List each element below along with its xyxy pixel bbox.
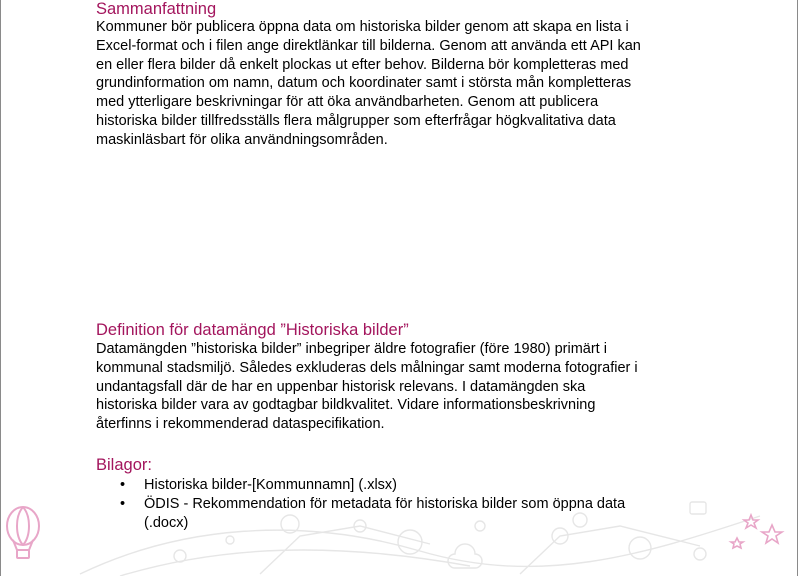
page-border-left (0, 0, 1, 576)
attachments-heading: Bilagor: (96, 456, 152, 474)
stars-icon (731, 515, 782, 548)
definition-line: historiska bilder vara av godtagbar bildkvalitet. Vidare informationsbeskrivning (96, 397, 596, 414)
summary-paragraph (96, 18, 736, 150)
summary-line: med ytterligare beskrivningar för att öka användbarheten. Genom att publicera (96, 94, 599, 111)
definition-heading: Definition för datamängd ”Historiska bilder” (96, 321, 409, 339)
attachment-text: (.docx) (144, 514, 189, 531)
summary-heading: Sammanfattning (96, 0, 217, 18)
footer-decoration (0, 496, 798, 576)
definition-line: kommunal stadsmiljö. Således exkluderas dels målningar samt moderna fotografier i (96, 359, 638, 376)
attachment-text: Historiska bilder-[Kommunnamn] (.xlsx) (144, 477, 398, 493)
summary-line: en eller flera bilder då enkelt plockas ut efter behov. Bilderna bör kompletteras med (96, 56, 629, 73)
attachment-item (96, 476, 625, 495)
summary-line: historiska bilder tillfredsställs flera målgrupper som efterfrågar högkvalitativa data (96, 112, 616, 129)
summary-line: grundinformation om namn, datum och koordinater samt i största mån kompletteras (96, 75, 632, 92)
attachment-text: ÖDIS - Rekommendation för metadata för historiska bilder som öppna data (144, 495, 626, 512)
summary-line: Excel-format och i filen ange direktlänkar till bilderna. Genom att använda ett API kan (96, 37, 641, 54)
definition-paragraph (96, 340, 736, 434)
definition-line: Datamängden ”historiska bilder” inbegriper äldre fotografier (före 1980) primärt i (96, 341, 607, 357)
bullet-icon: • (120, 477, 126, 493)
hot-air-balloon-icon (7, 507, 39, 558)
bullet-icon: • (120, 495, 126, 512)
definition-line: undantagsfall där de har en uppenbar historisk relevans. I datamängden ska (96, 378, 586, 395)
definition-line: återfinns i rekommenderad dataspecifikation. (96, 416, 385, 433)
summary-line: maskinläsbart för olika användningsområden. (96, 131, 388, 148)
summary-line: Kommuner bör publicera öppna data om historiska bilder genom att skapa en lista i (96, 19, 629, 35)
network-icon (80, 502, 760, 576)
